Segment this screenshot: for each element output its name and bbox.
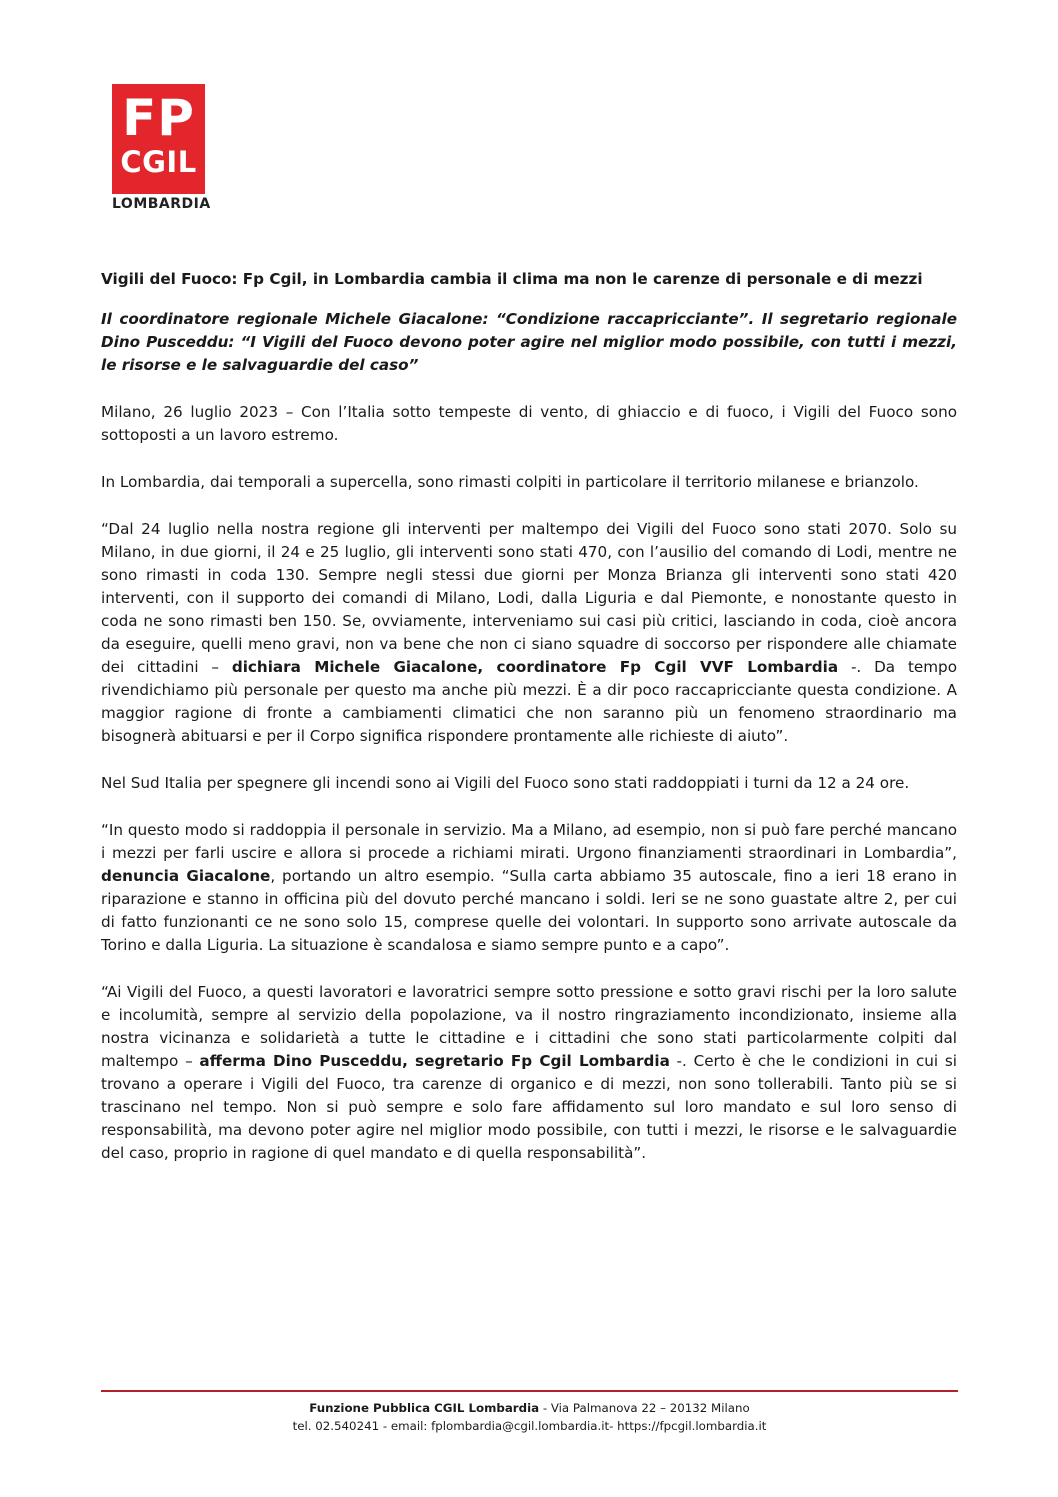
paragraph-5-text-c: , portando un altro esempio. “Sulla carta abbiamo 35 autoscale, fino a ieri 18 erano in riparazione e stanno in officina più del dovuto perché mancano i soldi. Ieri se ne sono guastate altre 2, per cui di fatto funzionanti ce ne sono solo 15, comprese quelle dei volontari. In supporto sono arrivate autoscale da Torino e dalla Liguria. La situazione è scandalosa e siamo sempre punto e a capo”. [101, 867, 957, 954]
logo-cgil-text: CGIL [120, 145, 197, 179]
subheadline: Il coordinatore regionale Michele Giacalone: “Condizione raccapricciante”. Il segretario regionale Dino Pusceddu: “I Vigili del Fuoco devono poter agire nel miglior modo possibile, con tutti i mezzi, le risorse e le salvaguardie del caso” [101, 310, 957, 374]
footer [101, 1399, 958, 1435]
paragraph-5 [101, 819, 957, 957]
paragraph-5-text-a: “In questo modo si raddoppia il personale in servizio. Ma a Milano, ad esempio, non si può fare perché mancano i mezzi per farli uscire e allora si procede a richiami mirati. Urgono finanziamenti straordinari in Lombardia”, [101, 821, 957, 862]
paragraph-3 [101, 518, 957, 748]
logo [112, 84, 211, 212]
paragraph-3-text-c: -. Da tempo rivendichiamo più personale per questo ma anche più mezzi. È a dir poco raccapricciante questa condizione. A maggior ragione di fronte a cambiamenti climatici che non saranno più un fenomeno straordinario ma bisognerà abituarsi e per il Corpo significa rispondere prontamente alle richieste di aiuto”. [101, 658, 957, 745]
paragraph-1: Milano, 26 luglio 2023 – Con l’Italia sotto tempeste di vento, di ghiaccio e di fuoco, i Vigili del Fuoco sono sottoposti a un lavoro estremo. [101, 403, 957, 444]
footer-line-1 [101, 1399, 958, 1417]
paragraph-5-attribution: denuncia Giacalone [101, 867, 271, 885]
logo-region-text: LOMBARDIA [112, 196, 211, 212]
document-body [101, 268, 957, 1189]
footer-divider [101, 1390, 958, 1392]
paragraph-6-text-c: -. Certo è che le condizioni in cui si trovano a operare i Vigili del Fuoco, tra carenze di organico e di mezzi, non sono tollerabili. Tanto più se si trascinano nel tempo. Non si può sempre e solo fare affidamento sul loro mandato e sul loro senso di responsabilità, ma devono poter agire nel miglior modo possibile, con tutti i mezzi, le risorse e le salvaguardie del caso, proprio in ragione di quel mandato e di quella responsabilità”. [101, 1052, 957, 1162]
footer-org: Funzione Pubblica CGIL Lombardia [309, 1401, 540, 1415]
logo-mark [112, 84, 205, 194]
headline: Vigili del Fuoco: Fp Cgil, in Lombardia cambia il clima ma non le carenze di personale e di mezzi [101, 270, 923, 288]
footer-contacts: tel. 02.540241 - email: fplombardia@cgil.lombardia.it- https://fpcgil.lombardia.it [292, 1419, 767, 1433]
footer-address: - Via Palmanova 22 – 20132 Milano [539, 1401, 750, 1415]
paragraph-3-attribution: dichiara Michele Giacalone, coordinatore Fp Cgil VVF Lombardia [231, 658, 839, 676]
paragraph-6 [101, 981, 957, 1165]
paragraph-4: Nel Sud Italia per spegnere gli incendi sono ai Vigili del Fuoco sono stati raddoppiati i turni da 12 a 24 ore. [101, 774, 910, 792]
paragraph-3-text-a: “Dal 24 luglio nella nostra regione gli interventi per maltempo dei Vigili del Fuoco sono stati 2070. Solo su Milano, in due giorni, il 24 e 25 luglio, gli interventi sono stati 470, con l’ausilio del comando di Lodi, mentre ne sono rimasti in coda 130. Sempre negli stessi due giorni per Monza Brianza gli interventi sono stati 420 interventi, con il supporto dei comandi di Milano, Lodi, dalla Liguria e dal Piemonte, e nonostante questo in coda ne sono rimasti ben 150. Se, ovviamente, interveniamo sui casi più critici, lasciando in coda, cioè ancora da eseguire, quelli meno gravi, non va bene che non ci siano squadre di soccorso per rispondere alle chiamate dei cittadini – [101, 520, 957, 676]
paragraph-6-attribution: afferma Dino Pusceddu, segretario Fp Cgil Lombardia [199, 1052, 670, 1070]
paragraph-2: In Lombardia, dai temporali a supercella, sono rimasti colpiti in particolare il territorio milanese e brianzolo. [101, 473, 919, 491]
paragraph-6-text-a: “Ai Vigili del Fuoco, a questi lavoratori e lavoratrici sempre sotto pressione e sotto gravi rischi per la loro salute e incolumità, sempre al servizio della popolazione, va il nostro ringraziamento incondizionato, insieme alla nostra vicinanza e solidarietà a tutte le cittadine e i cittadini che sono stati particolarmente colpiti dal maltempo – [101, 983, 957, 1070]
logo-fp-text: FP [122, 89, 195, 147]
